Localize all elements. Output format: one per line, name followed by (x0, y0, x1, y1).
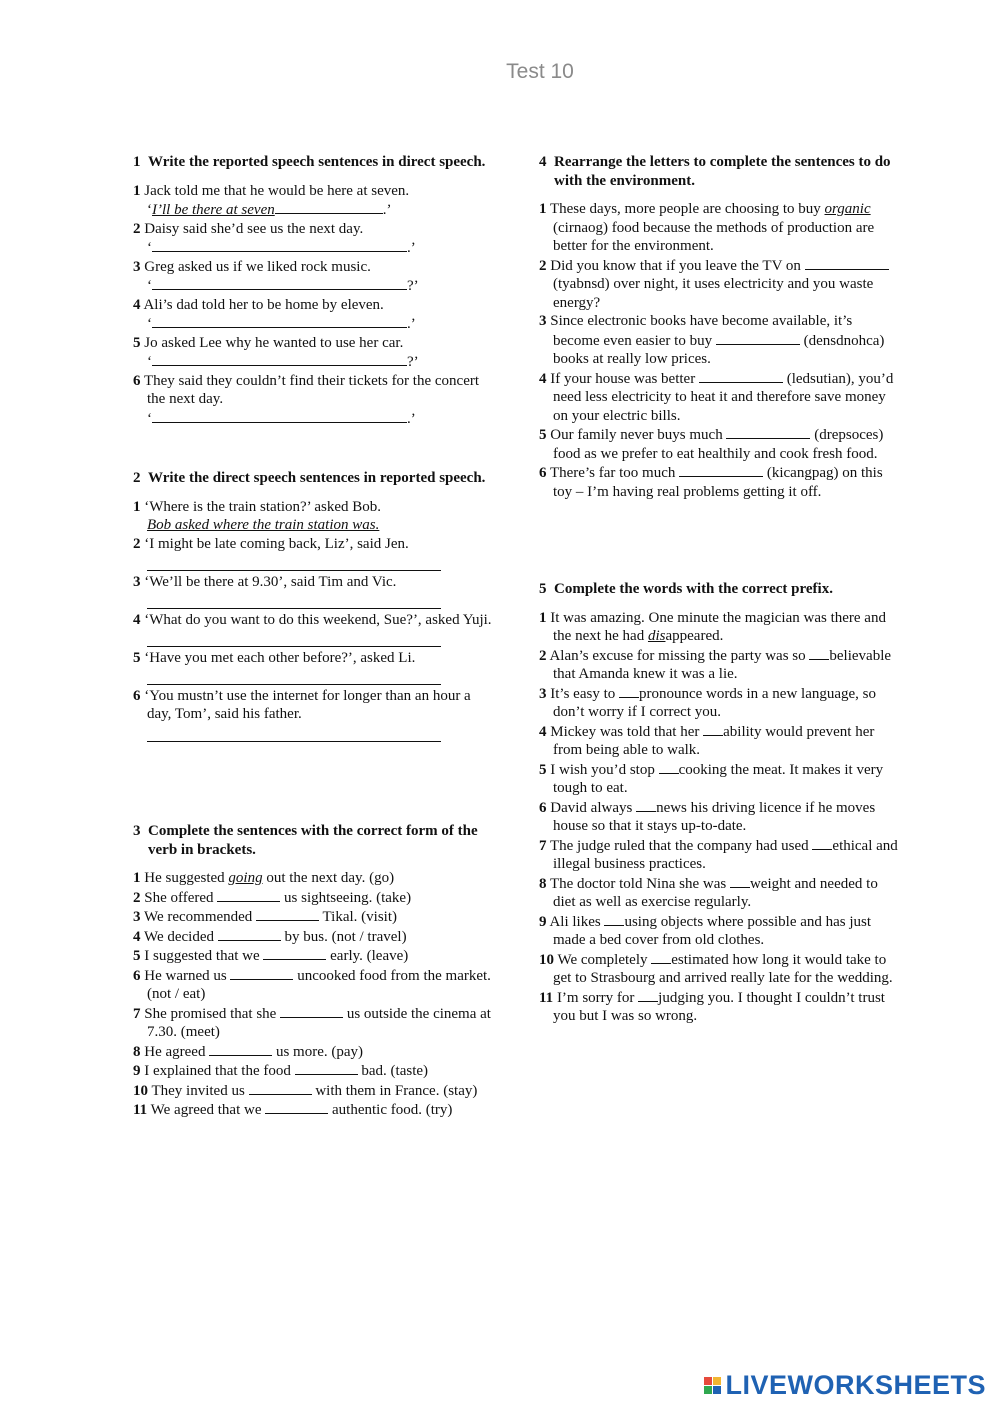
example-answer: I’ll be there at seven (152, 202, 275, 218)
exercise-3-item-4: 4 We decided by bus. (not / travel) (133, 928, 407, 945)
exercise-5-item-1: 1 It was amazing. One minute the magician was there and the next he had disappeared. (539, 609, 886, 644)
exercise-2-answer-1 (133, 516, 493, 535)
logo-text: LIVEWORKSHEETS (725, 1370, 986, 1400)
exercise-5-item-5: 5 I wish you’d stop cooking the meat. It makes it very tough to eat. (539, 761, 884, 796)
exercise-2-item-4: 4 ‘What do you want to do this weekend, Sue?’, asked Yuji. (133, 611, 492, 628)
exercise-3-item-11: 11 We agreed that we authentic food. (try) (133, 1102, 453, 1118)
exercise-1-item-3: 3 Greg asked us if we liked rock music. (133, 258, 371, 275)
exercise-5-item-4: 4 Mickey was told that her ability would prevent her from being able to walk. (539, 723, 875, 758)
answer-blank[interactable] (217, 888, 280, 902)
exercise-1-heading: 1 Write the reported speech sentences in direct speech. (133, 154, 486, 170)
exercise-2-item-2: 2 ‘I might be late coming back, Liz’, said Jen. (133, 535, 409, 552)
answer-blank[interactable] (265, 1100, 328, 1114)
exercise-1-answer-3[interactable]: ‘ ?’ (147, 278, 419, 294)
answer-blank[interactable] (805, 256, 889, 270)
answer-blank[interactable] (636, 798, 656, 812)
exercise-4-item-5: 5 Our family never buys much (drepsoces) food as we prefer to eat healthily and cook fresh food. (539, 427, 884, 462)
exercise-2-item-3: 3 ‘We’ll be there at 9.30’, said Tim and Vic. (133, 573, 397, 590)
answer-blank[interactable] (249, 1081, 312, 1095)
exercise-1-item-1: 1 Jack told me that he would be here at seven. (133, 182, 410, 199)
exercise-5-item-8: 8 The doctor told Nina she was weight and needed to diet as well as exercise regularly. (539, 875, 878, 910)
exercise-3-item-3: 3 We recommended Tikal. (visit) (133, 909, 397, 925)
exercise-1-item-5: 5 Jo asked Lee why he wanted to use her car. (133, 334, 404, 351)
exercise-5-item-10: 10 We completely estimated how long it would take to get to Strasbourg and arrived really late for the wedding. (539, 951, 893, 986)
exercise-1-answer-4[interactable]: ‘ .’ (147, 316, 416, 332)
exercise-4 (539, 153, 899, 501)
exercise-5-item-7: 7 The judge ruled that the company had used ethical and illegal business practices. (539, 837, 898, 872)
answer-blank[interactable] (619, 684, 639, 698)
liveworksheets-logo-icon (704, 1377, 721, 1394)
exercise-2-item-5: 5 ‘Have you met each other before?’, asked Li. (133, 649, 416, 666)
answer-blank[interactable] (716, 331, 800, 345)
exercise-1-item-4: 4 Ali’s dad told her to be home by eleven. (133, 296, 384, 313)
answer-blank[interactable] (651, 950, 671, 964)
exercise-5-heading: 5 Complete the words with the correct prefix. (539, 581, 833, 597)
answer-blank[interactable] (679, 463, 763, 477)
exercise-1-answer-6[interactable]: ‘ .’ (147, 410, 416, 427)
answer-blank[interactable] (263, 946, 326, 960)
answer-blank[interactable] (280, 1004, 343, 1018)
answer-blank[interactable] (726, 425, 810, 439)
exercise-3-item-10: 10 They invited us with them in France. (stay) (133, 1082, 478, 1099)
answer-blank[interactable] (604, 912, 624, 926)
example-answer: going (228, 870, 263, 886)
exercise-3-item-8: 8 He agreed us more. (pay) (133, 1043, 364, 1060)
answer-blank[interactable] (659, 760, 679, 774)
exercise-1-item-2: 2 Daisy said she’d see us the next day. (133, 220, 364, 237)
answer-blank[interactable] (230, 966, 293, 980)
exercise-3-item-7: 7 She promised that she us outside the cinema at 7.30. (meet) (133, 1005, 491, 1040)
exercise-5 (539, 580, 899, 1026)
exercise-1 (133, 153, 493, 428)
example-answer: organic (824, 201, 871, 217)
exercise-3-item-1: 1 He suggested going out the next day. (go) (133, 870, 395, 886)
exercise-3-item-2: 2 She offered us sightseeing. (take) (133, 889, 412, 906)
exercise-1-answer-1[interactable]: ‘I’ll be there at seven .’ (147, 202, 392, 218)
exercise-2-answer-line-4[interactable] (147, 629, 441, 647)
exercise-2-item-6: 6 ‘You mustn’t use the internet for longer than an hour a day, Tom’, said his father. (133, 687, 471, 722)
exercise-3-item-5: 5 I suggested that we early. (leave) (133, 948, 409, 964)
example-answer: Bob asked where the train station was. (147, 517, 380, 533)
exercise-2-answer-line-2[interactable] (147, 553, 441, 571)
exercise-3-item-9: 9 I explained that the food bad. (taste) (133, 1063, 429, 1079)
answer-blank[interactable] (703, 722, 723, 736)
exercise-5-item-11: 11 I’m sorry for judging you. I thought I couldn’t trust you but I was so wrong. (539, 989, 885, 1024)
answer-blank[interactable] (699, 369, 783, 383)
exercise-3-heading: 3 Complete the sentences with the correct form of the verb in brackets. (133, 823, 478, 858)
exercise-5-item-2: 2 Alan’s excuse for missing the party was so believable that Amanda knew it was a lie. (539, 647, 892, 682)
exercise-1-answer-5[interactable]: ‘ ?’ (147, 354, 419, 370)
exercise-2-item-1: 1 ‘Where is the train station?’ asked Bob. (133, 498, 381, 515)
example-answer: dis (647, 628, 666, 644)
exercise-4-item-3: 3 Since electronic books have become available, it’s become even easier to buy (densdnohca) books at really low prices. (539, 313, 885, 367)
answer-blank[interactable] (638, 988, 658, 1002)
exercise-2-heading: 2 Write the direct speech sentences in reported speech. (133, 470, 486, 486)
answer-blank[interactable] (730, 874, 750, 888)
answer-blank[interactable] (218, 927, 281, 941)
exercise-4-item-6: 6 There’s far too much (kicangpag) on this toy – I’m having real problems getting it off. (539, 465, 883, 500)
answer-blank[interactable] (256, 907, 319, 921)
exercise-1-item-6: 6 They said they couldn’t find their tickets for the concert the next day. (133, 372, 480, 407)
exercise-2-answer-line-6[interactable] (147, 724, 441, 742)
exercise-5-item-9: 9 Ali likes using objects where possible and has just made a bed cover from old clothes. (539, 913, 872, 948)
exercise-4-item-2: 2 Did you know that if you leave the TV on (tyabnsd) over night, it uses electricity and you waste energy? (539, 256, 899, 313)
exercise-1-answer-2[interactable]: ‘ .’ (147, 240, 416, 256)
exercise-5-item-6: 6 David always news his driving licence if he moves house so that it stays up-to-date. (539, 799, 876, 834)
exercise-4-item-4: 4 If your house was better (ledsutian), you’d need less electricity to heat it and therefore save money on your electric bills. (539, 370, 894, 424)
answer-blank[interactable] (295, 1061, 358, 1075)
exercise-3-item-6: 6 He warned us uncooked food from the market. (not / eat) (133, 967, 491, 1002)
exercise-3 (133, 822, 493, 1120)
answer-blank[interactable] (809, 646, 829, 660)
answer-blank[interactable] (209, 1042, 272, 1056)
answer-blank[interactable] (812, 836, 832, 850)
exercise-2 (133, 469, 493, 743)
liveworksheets-logo (704, 1370, 986, 1401)
exercise-4-item-1: 1 These days, more people are choosing to buy organic (cirnaog) food because the methods of production are better for the environment. (539, 201, 875, 254)
exercise-2-answer-line-3[interactable] (147, 591, 441, 609)
exercise-4-heading: 4 Rearrange the letters to complete the sentences to do with the environment. (539, 154, 891, 189)
page-title: Test 10 (506, 60, 574, 83)
exercise-5-item-3: 3 It’s easy to pronounce words in a new language, so don’t worry if I correct you. (539, 685, 877, 720)
exercise-2-answer-line-5[interactable] (147, 667, 441, 685)
